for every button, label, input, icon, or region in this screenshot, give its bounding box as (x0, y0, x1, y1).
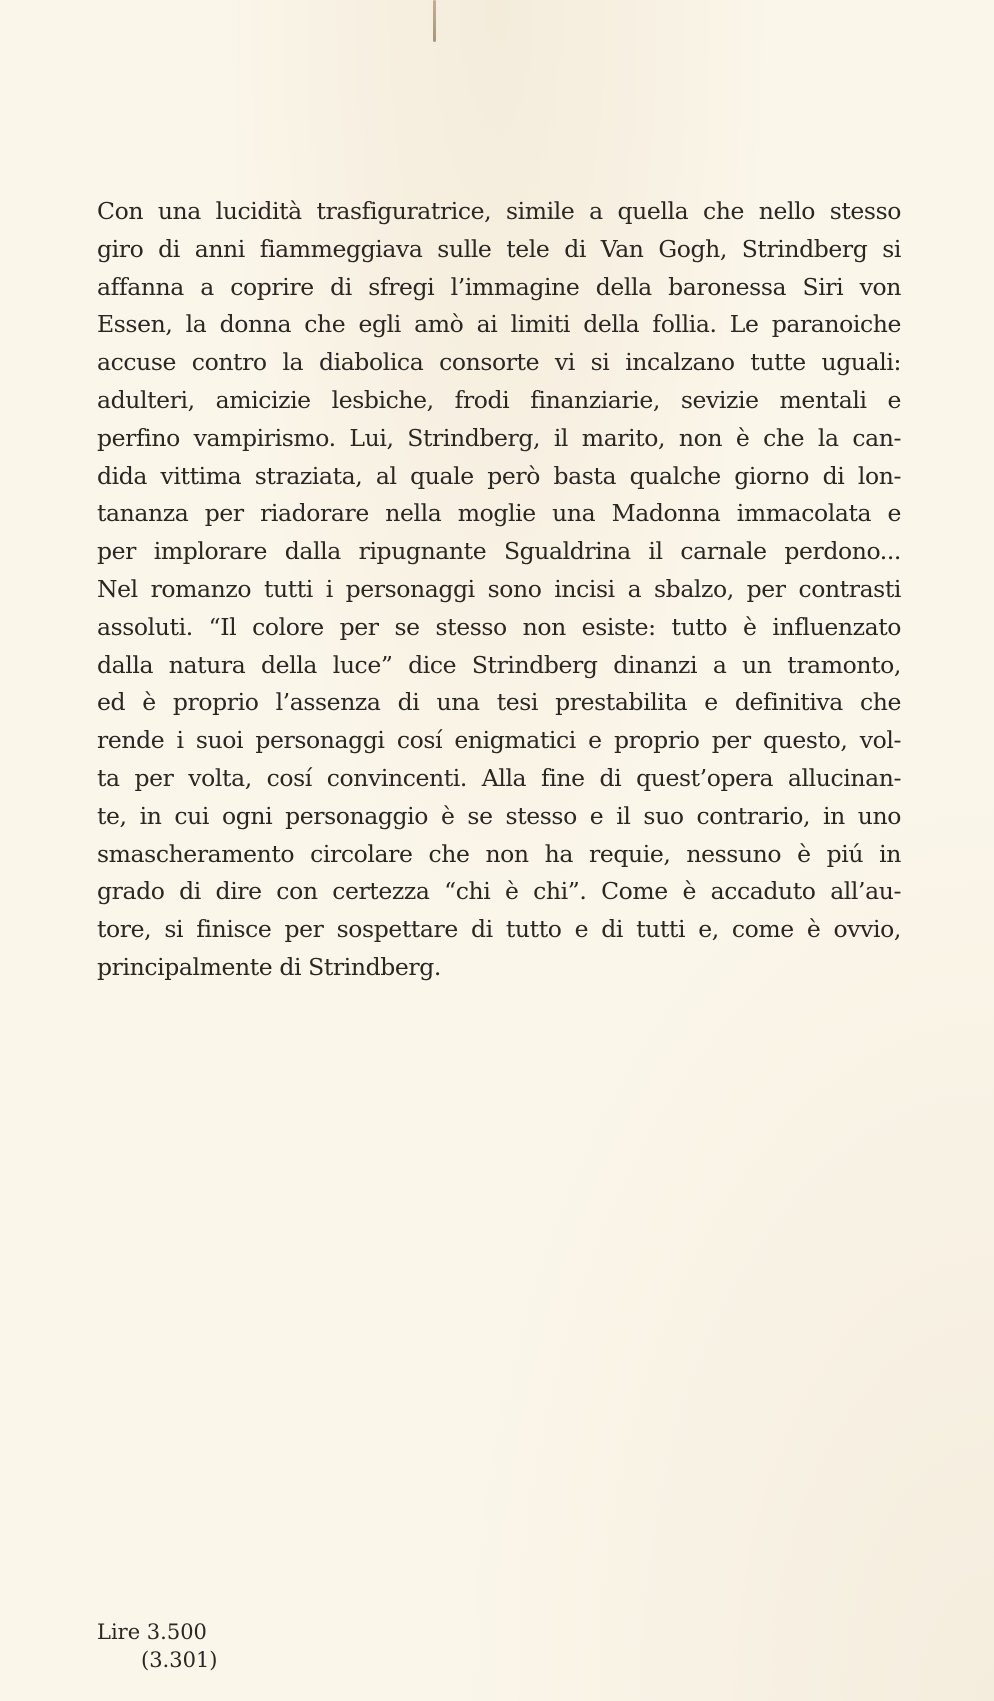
blurb-line: ed è proprio l’assenza di una tesi prestabilita e definitiva che (97, 688, 901, 717)
blurb-line: Nel romanzo tutti i personaggi sono incisi a sbalzo, per contrasti (97, 574, 901, 603)
price-label: Lire 3.500 (97, 1620, 207, 1644)
blurb-line: dalla natura della luce” dice Strindberg dinanzi a un tramonto, (97, 650, 901, 679)
blurb-line: giro di anni fiammeggiava sulle tele di Van Gogh, Strindberg si (97, 234, 901, 263)
blurb-line: perfino vampirismo. Lui, Strindberg, il marito, non è che la can- (97, 423, 901, 452)
blurb-line: tananza per riadorare nella moglie una Madonna immacolata e (97, 499, 901, 528)
paper-crease-mark (433, 0, 436, 42)
price-block (97, 1618, 218, 1674)
blurb-line: dida vittima straziata, al quale però basta qualche giorno di lon- (97, 461, 901, 490)
blurb-line: principalmente di Strindberg. (97, 952, 441, 981)
catalog-code: (3.301) (141, 1648, 218, 1672)
blurb-line: per implorare dalla ripugnante Sgualdrina il carnale perdono... (97, 537, 901, 566)
blurb-line: assoluti. “Il colore per se stesso non esiste: tutto è influenzato (97, 612, 901, 641)
blurb-line: smascheramento circolare che non ha requie, nessuno è piú in (97, 839, 901, 868)
blurb-line: Essen, la donna che egli amò ai limiti della follia. Le paranoiche (97, 310, 901, 339)
blurb-line: tore, si finisce per sospettare di tutto e di tutti e, come è ovvio, (97, 915, 901, 944)
blurb-line: adulteri, amicizie lesbiche, frodi finanziarie, sevizie mentali e (97, 385, 901, 414)
blurb-line: accuse contro la diabolica consorte vi si incalzano tutte uguali: (97, 348, 901, 377)
blurb-line: te, in cui ogni personaggio è se stesso e il suo contrario, in uno (97, 801, 901, 830)
blurb-line: grado di dire con certezza “chi è chi”. Come è accaduto all’au- (97, 877, 901, 906)
blurb-line: Con una lucidità trasfiguratrice, simile a quella che nello stesso (97, 197, 901, 225)
blurb-line: rende i suoi personaggi cosí enigmatici e proprio per questo, vol- (97, 726, 901, 755)
blurb-line: ta per volta, cosí convincenti. Alla fine di quest’opera allucinan- (97, 763, 901, 792)
blurb-text (97, 193, 901, 987)
blurb-line: affanna a coprire di sfregi l’immagine della baronessa Siri von (97, 272, 901, 301)
